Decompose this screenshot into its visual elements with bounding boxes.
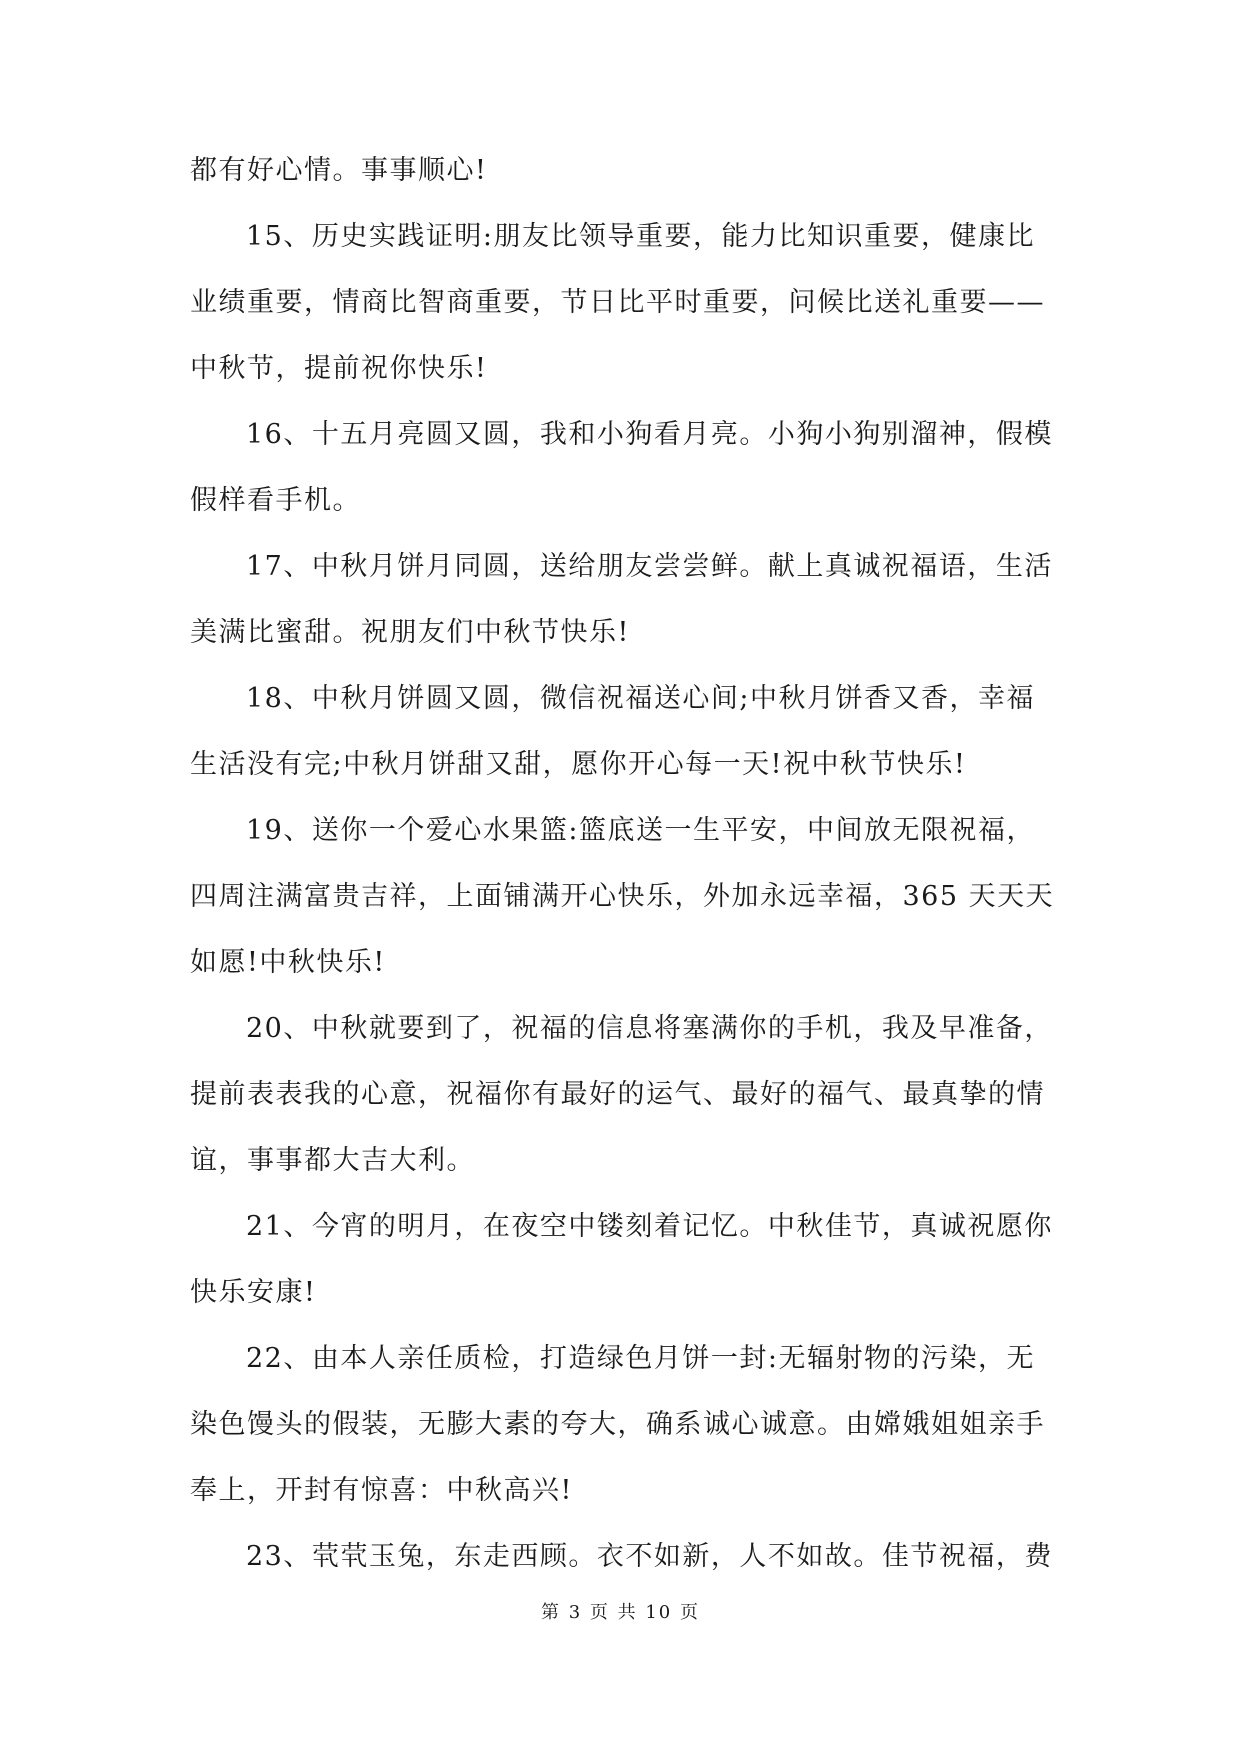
text-line: 生活没有完;中秋月饼甜又甜，愿你开心每一天!祝中秋节快乐!	[190, 749, 967, 780]
text-line: 染色馒头的假装，无膨大素的夸大，确系诚心诚意。由嫦娥姐姐亲手	[190, 1409, 1045, 1440]
text-line: 23、茕茕玉兔，东走西顾。衣不如新，人不如故。佳节祝福，费	[246, 1541, 1053, 1572]
text-line: 如愿!中秋快乐!	[190, 947, 386, 978]
text-line: 业绩重要，情商比智商重要，节日比平时重要，问候比送礼重要——	[190, 287, 1045, 318]
text-line: 15、历史实践证明:朋友比领导重要，能力比知识重要，健康比	[246, 221, 1035, 252]
text-line: 奉上，开封有惊喜：中秋高兴!	[190, 1475, 573, 1506]
text-line: 21、今宵的明月，在夜空中镂刻着记忆。中秋佳节，真诚祝愿你	[246, 1211, 1053, 1242]
text-line: 美满比蜜甜。祝朋友们中秋节快乐!	[190, 617, 630, 648]
text-line: 19、送你一个爱心水果篮:篮底送一生平安，中间放无限祝福，	[246, 815, 1035, 846]
text-line: 17、中秋月饼月同圆，送给朋友尝尝鲜。献上真诚祝福语，生活	[246, 551, 1053, 582]
text-line: 四周注满富贵吉祥，上面铺满开心快乐，外加永远幸福，365 天天天	[190, 881, 1055, 912]
text-line: 16、十五月亮圆又圆，我和小狗看月亮。小狗小狗别溜神，假模	[246, 419, 1053, 450]
text-line: 快乐安康!	[190, 1277, 317, 1308]
text-line: 中秋节，提前祝你快乐!	[190, 353, 488, 384]
text-line: 22、由本人亲任质检，打造绿色月饼一封:无辐射物的污染，无	[246, 1343, 1035, 1374]
document-body	[190, 155, 1060, 1573]
text-line: 谊，事事都大吉大利。	[190, 1145, 475, 1176]
text-line: 假样看手机。	[190, 485, 361, 516]
text-line: 18、中秋月饼圆又圆，微信祝福送心间;中秋月饼香又香，幸福	[246, 683, 1035, 714]
text-line: 都有好心情。事事顺心!	[190, 155, 488, 186]
page-number-footer: 第 3 页 共 10 页	[541, 1602, 700, 1623]
text-line: 20、中秋就要到了，祝福的信息将塞满你的手机，我及早准备，	[246, 1013, 1053, 1044]
text-line: 提前表表我的心意，祝福你有最好的运气、最好的福气、最真挚的情	[190, 1079, 1045, 1110]
